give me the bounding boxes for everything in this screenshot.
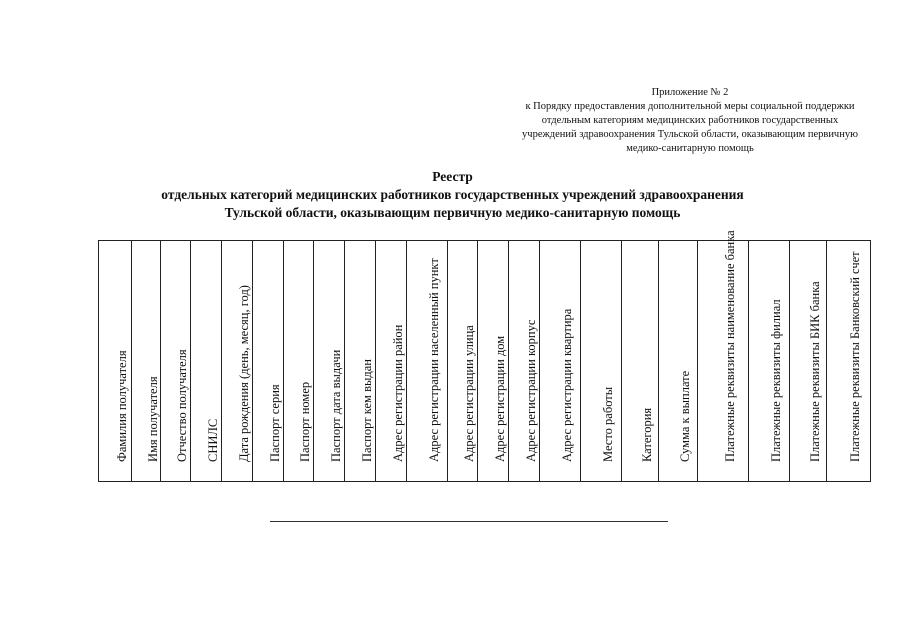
appendix-note — [480, 86, 900, 156]
column-header — [314, 241, 345, 482]
column-header — [658, 241, 697, 482]
column-header-label: Платежные реквизиты Банковский счет — [848, 251, 863, 462]
column-header — [131, 241, 160, 482]
appendix-text-line: учреждений здравоохранения Тульской области, оказывающим первичную — [522, 129, 858, 140]
document-title — [60, 168, 845, 222]
column-header — [447, 241, 478, 482]
column-header — [580, 241, 621, 482]
column-header-label: Платежные реквизиты наименование банка — [722, 230, 737, 462]
column-header-label: Адрес регистрации район — [390, 324, 405, 462]
column-header — [826, 241, 870, 482]
column-header — [621, 241, 658, 482]
title-subheading: Тульской области, оказывающим первичную медико-санитарную помощь — [224, 205, 681, 220]
column-header-label: СНИЛС — [206, 418, 221, 462]
column-header-label: Категория — [639, 407, 654, 462]
column-header-label: Адрес регистрации населенный пункт — [426, 258, 441, 462]
column-header — [99, 241, 132, 482]
registry-table — [98, 230, 871, 482]
appendix-text-line: отдельным категориям медицинских работников государственных — [541, 115, 839, 126]
column-header — [697, 230, 748, 482]
appendix-text-line: медико-санитарную помощь — [626, 143, 754, 154]
column-header-label: Дата рождения (день, месяц, год) — [236, 285, 251, 462]
title-subheading: отдельных категорий медицинских работников государственных учреждений здравоохранения — [161, 187, 744, 202]
column-header-label: Отчество получателя — [175, 349, 190, 462]
column-header — [748, 241, 789, 482]
column-header-label: Платежные реквизиты филиал — [768, 299, 783, 462]
column-header — [252, 241, 283, 482]
column-header — [375, 241, 406, 482]
column-header-label: Адрес регистрации квартира — [559, 308, 574, 462]
column-header — [509, 241, 540, 482]
column-header-label: Платежные реквизиты БИК банка — [807, 281, 822, 462]
column-header-label: Паспорт номер — [298, 381, 313, 462]
column-header — [539, 241, 580, 482]
column-header-label: Место работы — [600, 386, 615, 462]
column-header-label: Паспорт кем выдан — [359, 359, 374, 462]
appendix-number: Приложение № 2 — [651, 87, 729, 98]
signature-divider — [270, 521, 668, 522]
column-header-label: Сумма к выплате — [677, 370, 692, 462]
title-heading: Реестр — [432, 169, 473, 184]
column-header-label: Паспорт серия — [267, 384, 282, 462]
column-header-label: Адрес регистрации корпус — [523, 319, 538, 462]
column-header — [789, 241, 826, 482]
column-header-label: Паспорт дата выдачи — [329, 349, 344, 462]
appendix-text-line: к Порядку предоставления дополнительной меры социальной поддержки — [525, 101, 855, 112]
column-header-label: Адрес регистрации дом — [493, 335, 508, 462]
table-header-row — [99, 241, 871, 482]
column-header — [160, 241, 191, 482]
column-header — [283, 241, 314, 482]
column-header — [222, 241, 253, 482]
column-header — [345, 241, 376, 482]
column-header — [478, 241, 509, 482]
column-header — [406, 241, 447, 482]
column-header-label: Фамилия получателя — [114, 350, 129, 462]
column-header-label: Имя получателя — [145, 376, 160, 462]
column-header-label: Адрес регистрации улица — [462, 325, 477, 462]
column-header — [191, 241, 222, 482]
